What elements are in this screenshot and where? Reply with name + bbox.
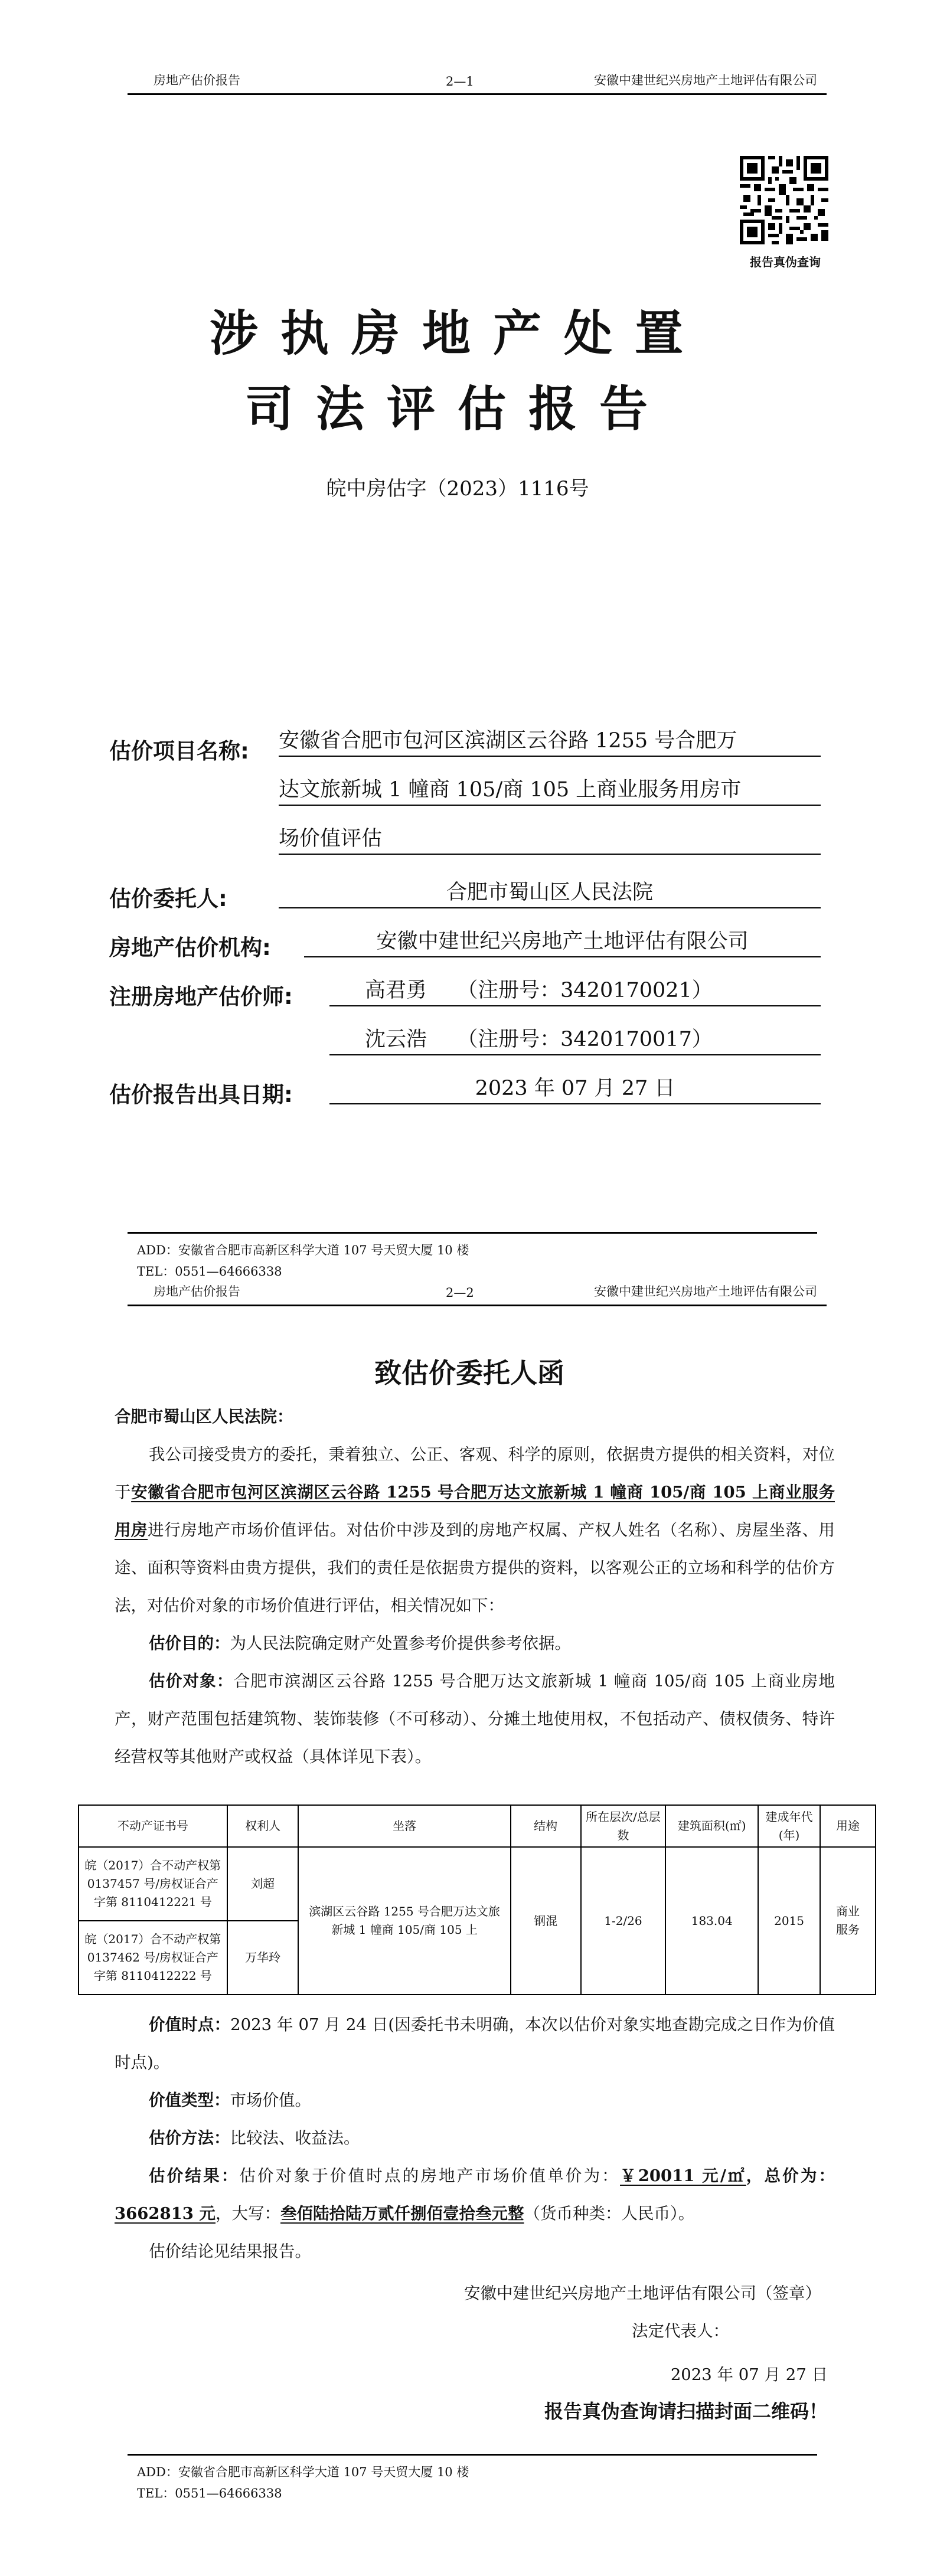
cell-year: 2015 (758, 1847, 820, 1995)
project-name-label: 估价项目名称: (109, 738, 249, 764)
sign-date: 2023 年 07 月 27 日 (670, 2365, 828, 2384)
value-type-paragraph (115, 2081, 835, 2119)
object-paragraph (115, 1662, 835, 1776)
cover-title-line2: 司法评估报告 (244, 381, 670, 437)
legal-representative: 法定代表人： (632, 2322, 729, 2340)
th-floor: 所在层次/总层数 (581, 1805, 666, 1847)
footer-address: ADD：安徽省合肥市高新区科学大道 107 号天贸大厦 10 楼 (137, 1243, 469, 1257)
cell-cert: 皖（2017）合不动产权第 0137457 号/房权证合产字第 8110412221 号 (79, 1847, 227, 1921)
project-name-line-2: 达文旅新城 1 幢商 105/商 105 上商业服务用房市 (279, 775, 821, 806)
cell-floor: 1-2/26 (581, 1847, 666, 1995)
value-date-text: 2023 年 07 月 24 日(因委托书未明确，本次以估价对象实地查勘完成之日作为价值时点)。 (115, 2015, 835, 2072)
agency-value: 安徽中建世纪兴房地产土地评估有限公司 (304, 927, 821, 957)
salutation (115, 1398, 835, 1436)
th-cert: 不动产证书号 (79, 1805, 227, 1847)
th-usage: 用途 (820, 1805, 876, 1847)
th-year: 建成年代(年) (758, 1805, 820, 1847)
total-price: 3662813 元 (115, 2204, 216, 2223)
method-paragraph (115, 2119, 835, 2157)
cell-structure: 钢混 (511, 1847, 581, 1995)
method-label: 估价方法： (149, 2129, 230, 2147)
appraiser-1 (329, 976, 821, 1006)
appraiser-1-reg: （注册号：3420170021） (457, 979, 713, 1002)
value-date-paragraph (115, 2006, 835, 2081)
cell-owner: 刘超 (227, 1847, 299, 1921)
report-date-value: 2023 年 07 月 27 日 (329, 1074, 821, 1104)
th-owner: 权利人 (227, 1805, 299, 1847)
purpose-paragraph (115, 1624, 835, 1662)
header-page-number: 2—2 (446, 1286, 474, 1300)
intro-text-a: 我公司接受贵方的委托，秉着独立、公正、客观、科学的原则，依据贵方提供的相关资料，对位于 (115, 1445, 835, 1502)
intro-paragraph (115, 1436, 835, 1624)
cell-location: 滨湖区云谷路 1255 号合肥万达文旅新城 1 幢商 105/商 105 上 (298, 1847, 510, 1995)
result-text-b: ，总价为： (746, 2166, 835, 2185)
page-header (128, 70, 827, 95)
result-text-a: 估价对象于价值时点的房地产市场价值单价为： (239, 2166, 620, 2185)
appraiser-2-reg: （注册号：3420170017） (457, 1028, 713, 1051)
result-text-c: ，大写： (216, 2204, 281, 2223)
cell-area: 183.04 (665, 1847, 758, 1995)
appraiser-2 (329, 1025, 821, 1055)
table-row (79, 1847, 876, 1921)
project-name-line-3: 场价值评估 (279, 824, 821, 855)
qr-code-icon[interactable] (740, 156, 828, 244)
th-structure: 结构 (511, 1805, 581, 1847)
result-text-d: （货币种类：人民币）。 (524, 2204, 695, 2223)
qr-caption: 报告真伪查询 (750, 255, 821, 269)
verify-note: 报告真伪查询请扫描封面二维码！ (544, 2400, 828, 2423)
value-date-label: 价值时点： (149, 2015, 231, 2034)
header-report-type: 房地产估价报告 (154, 73, 240, 87)
object-text: 合肥市滨湖区云谷路 1255 号合肥万达文旅新城 1 幢商 105/商 105 上商业房地产，财产范围包括建筑物、装饰装修（不可移动）、分摊土地使用权，不包括动产、债权债务、特许经营权等其他财产或权益（具体详见下表）。 (115, 1672, 835, 1766)
purpose-label: 估价目的： (149, 1634, 230, 1653)
total-price-words: 叁佰陆拾陆万贰仟捌佰壹拾叁元整 (280, 2204, 524, 2223)
property-table (78, 1804, 876, 1995)
salutation-text: 合肥市蜀山区人民法院： (115, 1407, 293, 1426)
footer-tel: TEL：0551—64666338 (137, 1264, 282, 1279)
purpose-text: 为人民法院确定财产处置参考价提供参考依据。 (230, 1634, 571, 1653)
client-label: 估价委托人: (109, 886, 227, 911)
object-label: 估价对象： (149, 1672, 234, 1691)
th-area: 建筑面积(㎡) (665, 1805, 758, 1847)
cell-owner: 万华玲 (227, 1921, 299, 1995)
header-report-type: 房地产估价报告 (154, 1284, 240, 1299)
footer-rule (128, 2454, 817, 2456)
intro-property: 安徽省合肥市包河区滨湖区云谷路 1255 号合肥万达文旅新城 1 幢商 105/商 105 上商业服务用房 (115, 1483, 835, 1539)
report-date-label: 估价报告出具日期: (109, 1082, 293, 1107)
header-page-number: 2—1 (446, 74, 474, 89)
page-header-2 (128, 1281, 827, 1306)
table-header-row (79, 1805, 876, 1847)
cell-usage: 商业服务 (820, 1847, 876, 1995)
letter-title: 致估价委托人函 (374, 1357, 564, 1389)
result-label: 估价结果： (149, 2166, 240, 2185)
report-number: 皖中房估字（2023）1116号 (326, 477, 589, 501)
footer-tel: TEL：0551—64666338 (137, 2486, 282, 2500)
value-type-text: 市场价值。 (230, 2091, 311, 2110)
footer-rule (128, 1232, 817, 1234)
signer-company: 安徽中建世纪兴房地产土地评估有限公司（签章） (464, 2284, 821, 2303)
footer-address: ADD：安徽省合肥市高新区科学大道 107 号天贸大厦 10 楼 (137, 2465, 469, 2479)
value-type-label: 价值类型： (149, 2091, 230, 2110)
appraiser-1-name: 高君勇 (365, 979, 427, 1002)
appraiser-label: 注册房地产估价师: (109, 984, 293, 1009)
conclusion-paragraph (115, 2232, 835, 2270)
cover-title-line1: 涉执房地产处置 (209, 306, 706, 362)
method-text: 比较法、收益法。 (230, 2129, 360, 2147)
header-company: 安徽中建世纪兴房地产土地评估有限公司 (594, 73, 817, 87)
project-name-line-1: 安徽省合肥市包河区滨湖区云谷路 1255 号合肥万 (279, 726, 821, 757)
client-value: 合肥市蜀山区人民法院 (279, 878, 821, 908)
footer-page1 (137, 1240, 469, 1282)
intro-text-b: 进行房地产市场价值评估。对估价中涉及到的房地产权属、产权人姓名（名称）、房屋坐落、用途、面积等资料由贵方提供，我们的责任是依据贵方提供的资料，以客观公正的立场和科学的估价方法，对估价对象的市场价值进行评估，相关情况如下： (115, 1521, 835, 1615)
conclusion-text: 估价结论见结果报告。 (149, 2242, 311, 2261)
unit-price: ￥20011 元/㎡ (620, 2166, 746, 2185)
agency-label: 房地产估价机构: (109, 935, 271, 960)
appraiser-2-name: 沈云浩 (365, 1028, 427, 1051)
header-company: 安徽中建世纪兴房地产土地评估有限公司 (594, 1284, 817, 1299)
cell-cert: 皖（2017）合不动产权第 0137462 号/房权证合产字第 8110412222 号 (79, 1921, 227, 1995)
result-paragraph (115, 2157, 835, 2232)
footer-page2 (137, 2461, 469, 2504)
th-location: 坐落 (298, 1805, 510, 1847)
